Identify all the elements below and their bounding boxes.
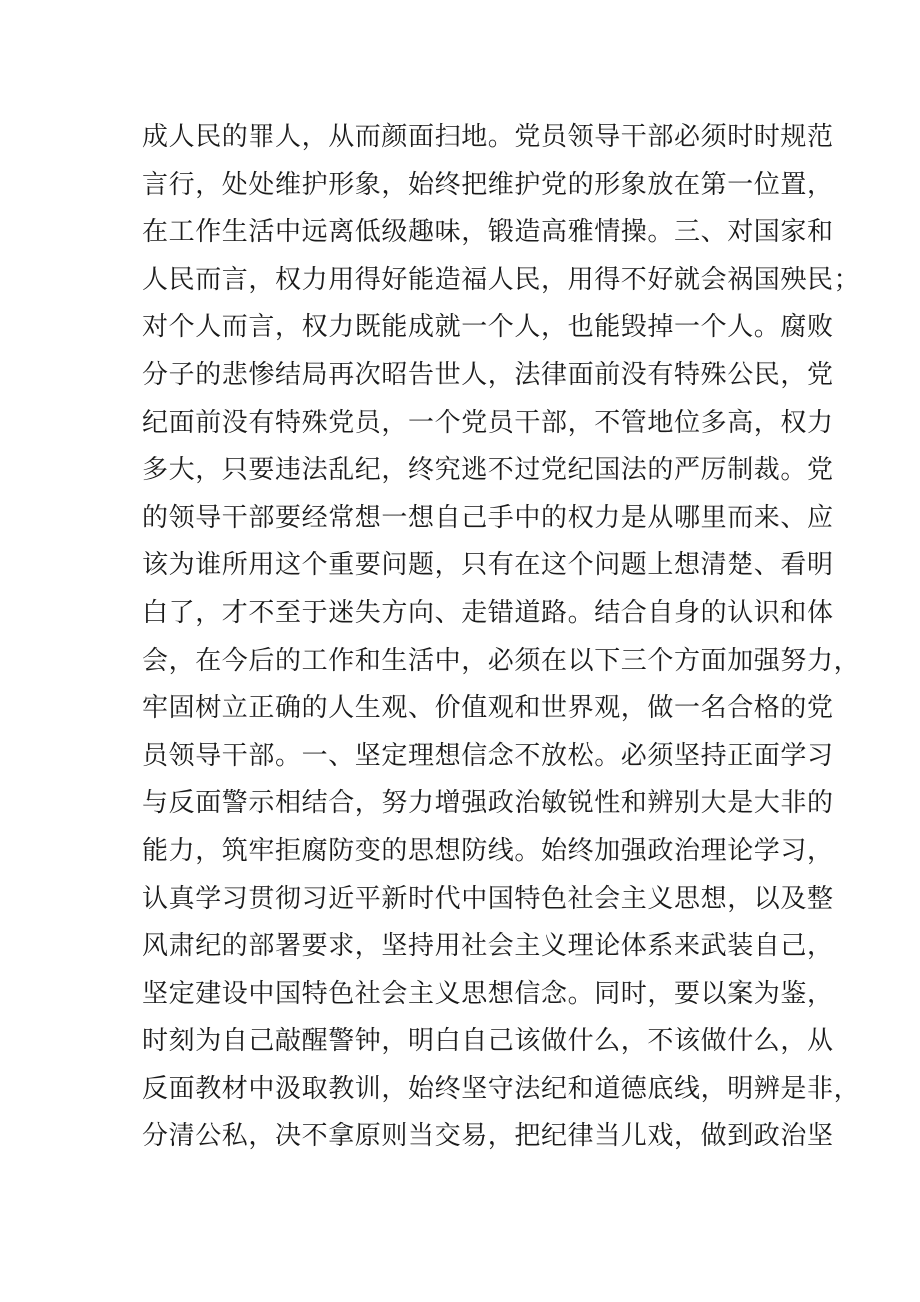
text-line-18: 风肃纪的部署要求，坚持用社会主义理论体系来武装自己， — [142, 931, 834, 962]
text-line-10: 该为谁所用这个重要问题，只有在这个问题上想清楚、看明 — [142, 550, 834, 581]
text-line-9: 的领导干部要经常想一想自己手中的权力是从哪里而来、应 — [142, 502, 834, 533]
text-line-1: 成人民的罪人，从而颜面扫地。党员领导干部必须时时规范 — [142, 122, 834, 152]
text-line-16: 能力，筑牢拒腐防变的思想防线。始终加强政治理论学习， — [142, 835, 834, 866]
text-line-3: 在工作生活中远离低级趣味，锻造高雅情操。三、对国家和 — [142, 217, 834, 248]
text-line-7: 纪面前没有特殊党员，一个党员干部，不管地位多高，权力 — [142, 407, 834, 438]
text-line-5: 对个人而言，权力既能成就一个人，也能毁掉一个人。腐败 — [142, 312, 834, 343]
text-line-2: 言行，处处维护形象，始终把维护党的形象放在第一位置， — [142, 169, 834, 200]
text-line-22: 分清公私，决不拿原则当交易，把纪律当儿戏，做到政治坚 — [142, 1121, 834, 1152]
text-line-15: 与反面警示相结合，努力增强政治敏锐性和辨别大是大非的 — [142, 788, 834, 819]
text-line-21: 反面教材中汲取教训，始终坚守法纪和道德底线，明辨是非， — [142, 1073, 861, 1104]
text-line-19: 坚定建设中国特色社会主义思想信念。同时，要以案为鉴， — [142, 978, 834, 1009]
text-line-11: 白了，才不至于迷失方向、走错道路。结合自身的认识和体 — [142, 597, 834, 628]
text-line-12: 会，在今后的工作和生活中，必须在以下三个方面加强努力， — [142, 645, 861, 676]
text-line-8: 多大，只要违法乱纪，终究逃不过党纪国法的严厉制裁。党 — [142, 455, 834, 486]
text-line-6: 分子的悲惨结局再次昭告世人，法律面前没有特殊公民，党 — [142, 359, 834, 390]
body-text — [142, 114, 861, 1161]
text-line-4: 人民而言，权力用得好能造福人民，用得不好就会祸国殃民； — [142, 264, 861, 295]
text-line-20: 时刻为自己敲醒警钟，明白自己该做什么，不该做什么，从 — [142, 1026, 834, 1057]
text-line-13: 牢固树立正确的人生观、价值观和世界观，做一名合格的党 — [142, 693, 834, 724]
text-line-14: 员领导干部。一、坚定理想信念不放松。必须坚持正面学习 — [142, 740, 834, 771]
text-line-17: 认真学习贯彻习近平新时代中国特色社会主义思想，以及整 — [142, 883, 834, 914]
